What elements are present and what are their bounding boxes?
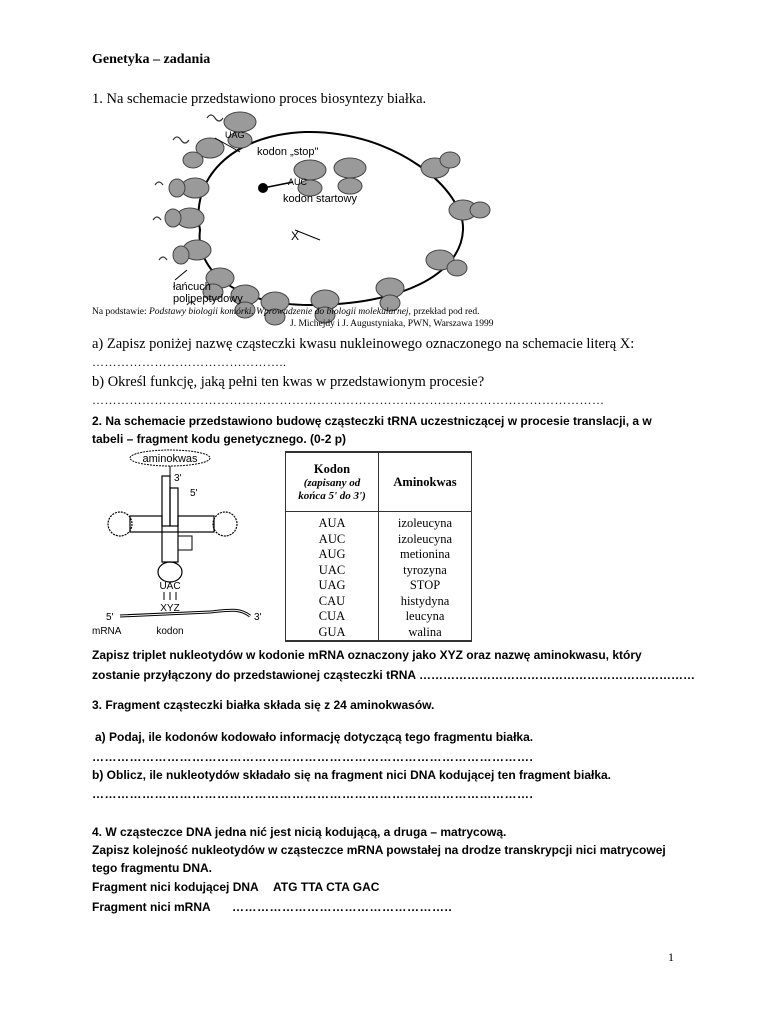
q3-intro: 3. Fragment cząsteczki białka składa się z 24 aminokwasów.: [92, 698, 435, 712]
q2-task-2[interactable]: zostanie przyłączony do przedstawionej cząsteczki tRNA ……………………………………………………………: [92, 668, 695, 682]
q4-task-1: Zapisz kolejność nukleotydów w cząsteczce mRNA powstałej na drodze transkrypcji nici matrycowej: [92, 843, 666, 857]
table-row: [286, 578, 472, 594]
q4-mrna-answer[interactable]: ……………………………………………..: [232, 900, 453, 914]
q1-b-text: b) Określ funkcję, jaką pełni ten kwas w przedstawionym procesie?: [92, 374, 485, 390]
label-auc: AUC: [288, 177, 308, 187]
table-row: [286, 563, 472, 579]
cell-amino: histydyna: [379, 594, 472, 610]
label-mrna-3: 3': [254, 612, 262, 623]
q3-a-text: a) Podaj, ile kodonów kodowało informację dotyczącą tego fragmentu białka.: [95, 730, 534, 744]
q2-task-1: Zapisz triplet nukleotydów w kodonie mRNA oznaczony jako XYZ oraz nazwę aminokwasu, który: [92, 648, 642, 662]
cell-amino: leucyna: [379, 609, 472, 625]
label-chain-1: łańcuch: [173, 281, 211, 293]
q4-intro: 4. W cząsteczce DNA jedna nić jest nicią kodującą, a druga – matrycową.: [92, 825, 507, 839]
cell-amino: izoleucyna: [379, 512, 472, 532]
trna-diagram: [90, 448, 270, 638]
source-citation-2: J. Michejdy i J. Augustyniaka, PWN, Warszawa 1999: [290, 319, 494, 329]
label-x: X: [291, 229, 300, 243]
label-5prime: 5': [190, 488, 198, 499]
q4-task-2: tego fragmentu DNA.: [92, 861, 212, 875]
cell-codon: UAC: [286, 563, 379, 579]
protein-synthesis-diagram: [145, 110, 515, 335]
cell-codon: AUG: [286, 547, 379, 563]
cell-amino: STOP: [379, 578, 472, 594]
q4-dna-label: Fragment nici kodującej DNA: [92, 880, 259, 894]
label-chain-2: polipeptydowy: [173, 293, 243, 305]
cell-codon: AUA: [286, 512, 379, 532]
q3-b-answer[interactable]: …………………………………………………………………………………………….: [92, 787, 534, 801]
cell-codon: CAU: [286, 594, 379, 610]
cell-codon: AUC: [286, 532, 379, 548]
cell-codon: GUA: [286, 625, 379, 642]
codon-table: [285, 451, 472, 642]
mrna-loop: [198, 132, 463, 305]
page-number: 1: [668, 950, 674, 964]
table-row: [286, 609, 472, 625]
cell-amino: walina: [379, 625, 472, 642]
label-mrna-5: 5': [106, 612, 114, 623]
label-kodon: kodon: [156, 626, 184, 637]
document-title: Genetyka – zadania: [92, 52, 211, 67]
q2-intro-2: tabeli – fragment kodu genetycznego. (0-2 p): [92, 432, 347, 446]
table-row: [286, 532, 472, 548]
label-anticodon: UAC: [159, 581, 181, 592]
table-row: [286, 512, 472, 532]
q2-intro-1: 2. Na schemacie przedstawiono budowę cząsteczki tRNA uczestniczącej w procesie translacji, a w: [92, 414, 652, 428]
q4-mrna-label: Fragment nici mRNA: [92, 900, 211, 914]
cell-codon: UAG: [286, 578, 379, 594]
label-mrna: mRNA: [92, 626, 122, 637]
cell-amino: metionina: [379, 547, 472, 563]
q1-b-answer[interactable]: ……………………………………………………………………………………………………………: [92, 393, 605, 407]
table-row: [286, 625, 472, 642]
q1-intro: 1. Na schemacie przedstawiono proces biosyntezy białka.: [92, 91, 427, 107]
source-citation-1: Na podstawie: Podstawy biologii komórki. Wprowadzenie do biologii molekularnej, przekład pod red.: [92, 307, 480, 317]
cell-codon: CUA: [286, 609, 379, 625]
header-aminokwas: Aminokwas: [379, 452, 472, 512]
header-kodon: Kodon (zapisany od końca 5' do 3'): [286, 452, 379, 512]
q4-dna-sequence: ATG TTA CTA GAC: [273, 880, 380, 894]
q3-a-answer[interactable]: …………………………………………………………………………………………….: [92, 750, 534, 764]
label-start-codon: kodon startowy: [283, 193, 357, 205]
table-row: [286, 547, 472, 563]
cell-amino: izoleucyna: [379, 532, 472, 548]
cell-amino: tyrozyna: [379, 563, 472, 579]
label-uag: UAG: [225, 130, 245, 140]
q3-b-text: b) Oblicz, ile nukleotydów składało się na fragment nici DNA kodującej ten fragment białka.: [92, 768, 612, 782]
table-row: [286, 594, 472, 610]
label-aminokwas: aminokwas: [142, 453, 198, 465]
label-stop-codon: kodon „stop": [257, 146, 319, 158]
label-xyz: XYZ: [160, 603, 180, 614]
table-header-row: [286, 452, 472, 512]
q1-a-text: a) Zapisz poniżej nazwę cząsteczki kwasu nukleinowego oznaczonego na schemacie literą X:: [92, 336, 635, 352]
label-3prime: 3': [174, 473, 182, 484]
q1-a-answer[interactable]: ………………………………………..: [92, 355, 287, 369]
